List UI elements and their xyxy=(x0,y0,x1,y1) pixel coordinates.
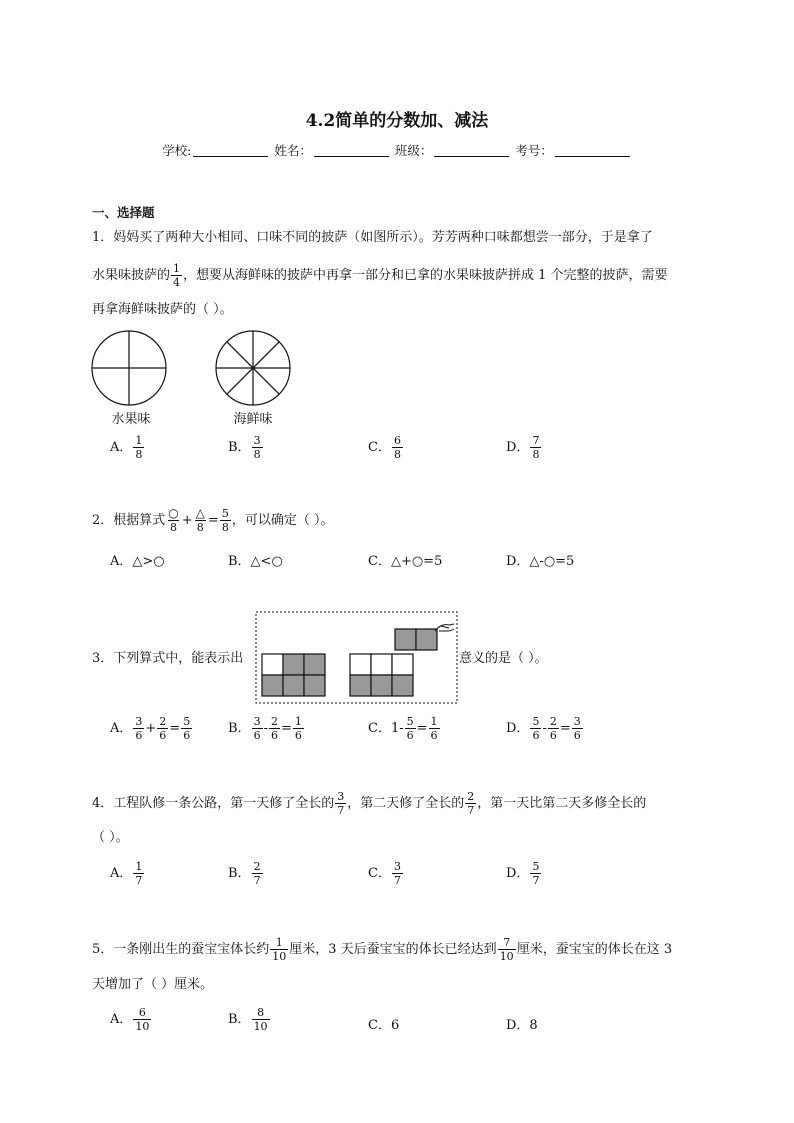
numerator: 2 xyxy=(467,790,475,803)
fraction xyxy=(465,790,476,817)
seafood-pizza-diagram xyxy=(210,329,300,409)
denominator: 10 xyxy=(499,950,514,963)
exam-no-blank[interactable] xyxy=(555,144,630,157)
fraction xyxy=(498,936,516,963)
equals-sign: = xyxy=(416,721,428,736)
option-letter: A． xyxy=(110,440,133,455)
student-info-line xyxy=(0,141,794,159)
operator: + xyxy=(145,721,157,736)
q2-line xyxy=(92,505,333,537)
option-letter: B． xyxy=(228,721,251,736)
denominator: 6 xyxy=(430,729,438,742)
fraction xyxy=(157,715,168,742)
circle-fraction xyxy=(166,507,180,534)
q4-option-c[interactable] xyxy=(368,860,404,887)
denominator: 8 xyxy=(532,448,540,461)
denominator: 6 xyxy=(270,729,278,742)
option-letter: C． xyxy=(368,440,391,455)
q4-option-d[interactable] xyxy=(506,860,542,887)
q2-option-c[interactable]: C．△+○=5 xyxy=(368,554,443,569)
denominator: 8 xyxy=(196,521,204,534)
denominator: 6 xyxy=(532,729,540,742)
name-label: 姓名： xyxy=(274,143,312,158)
denominator: 7 xyxy=(135,874,143,887)
q1-option-a[interactable] xyxy=(110,434,145,461)
operator: - xyxy=(542,721,547,736)
numerator: 7 xyxy=(503,936,511,949)
numerator: 2 xyxy=(159,715,167,728)
equals-sign: = xyxy=(207,513,219,528)
denominator: 7 xyxy=(467,804,475,817)
fruit-pizza-label: 水果味 xyxy=(111,412,151,427)
operator: - xyxy=(263,721,268,736)
exam-no-label: 考号： xyxy=(515,143,553,158)
q3-suffix: 意义的是（ ）。 xyxy=(459,651,548,666)
numerator: 1 xyxy=(173,262,181,275)
option-fraction xyxy=(133,434,144,461)
denominator: 8 xyxy=(221,521,229,534)
q5-option-d[interactable]: D．8 xyxy=(506,1018,538,1033)
numerator: 1 xyxy=(135,860,143,873)
fraction xyxy=(269,715,280,742)
q1-line3: 再拿海鲜味披萨的（ ）。 xyxy=(92,302,233,317)
option-fraction xyxy=(392,434,403,461)
q5-text-a: 5．一条刚出生的蚕宝宝体长约 xyxy=(92,942,270,957)
q1-line2-b: ，想要从海鲜味的披萨中再拿一部分和已拿的水果味披萨拼成 1 个完整的披萨，需要 xyxy=(183,268,668,283)
q5-option-b[interactable] xyxy=(228,1006,271,1033)
numerator: 5 xyxy=(406,715,414,728)
page-title: 4.2简单的分数加、减法 xyxy=(305,111,489,131)
denominator: 6 xyxy=(549,729,557,742)
q1-line2 xyxy=(92,262,668,289)
option-letter: B． xyxy=(228,1012,251,1027)
denominator: 10 xyxy=(135,1020,150,1033)
numerator: 1 xyxy=(294,715,302,728)
q4-option-a[interactable] xyxy=(110,860,145,887)
numerator: 5 xyxy=(532,860,540,873)
fraction xyxy=(548,715,559,742)
name-blank[interactable] xyxy=(314,144,389,157)
numerator: 1 xyxy=(135,434,143,447)
option-letter: C． xyxy=(368,721,391,736)
option-letter: D． xyxy=(506,721,530,736)
numerator: 1 xyxy=(430,715,438,728)
q1-line1: 1．妈妈买了两种大小相同、口味不同的披萨（如图所示）。芳芳两种口味都想尝一部分，于是拿了 xyxy=(92,230,653,245)
class-label: 班级： xyxy=(394,143,433,158)
numerator: 8 xyxy=(257,1006,265,1019)
denominator: 8 xyxy=(253,448,261,461)
q5-option-a[interactable] xyxy=(110,1006,152,1033)
denominator: 8 xyxy=(393,448,401,461)
fraction xyxy=(181,715,192,742)
option-letter: A． xyxy=(110,721,133,736)
numerator: 3 xyxy=(337,790,345,803)
fraction xyxy=(335,790,346,817)
q4-text-a: 4．工程队修一条公路，第一天修了全长的 xyxy=(92,796,335,811)
numerator: 6 xyxy=(138,1006,146,1019)
option-fraction xyxy=(252,860,263,887)
numerator: 5 xyxy=(183,715,191,728)
q4-option-b[interactable] xyxy=(228,860,264,887)
equals-sign: = xyxy=(169,721,181,736)
q1-line2-a: 水果味披萨的 xyxy=(92,268,171,283)
plus-sign: + xyxy=(181,513,193,528)
option-fraction xyxy=(133,1006,151,1033)
fraction xyxy=(429,715,440,742)
fruit-pizza-diagram xyxy=(88,329,178,409)
fraction xyxy=(405,715,416,742)
q3-option-c[interactable] xyxy=(368,715,441,742)
option-letter: A． xyxy=(110,1012,133,1027)
q3-prefix: 3．下列算式中，能表示出 xyxy=(92,651,244,666)
q1-fraction xyxy=(171,262,182,289)
numerator: 7 xyxy=(532,434,540,447)
q3-option-a[interactable] xyxy=(110,715,193,742)
seafood-pizza-label: 海鲜味 xyxy=(233,412,273,427)
option-fraction xyxy=(133,860,144,887)
q3-grid-diagram xyxy=(255,611,460,705)
numerator: 5 xyxy=(221,507,229,520)
numerator: 3 xyxy=(135,715,143,728)
denominator: 7 xyxy=(532,874,540,887)
leading-term: 1- xyxy=(390,721,404,736)
numerator: 2 xyxy=(549,715,557,728)
circle-icon: ○ xyxy=(168,506,179,520)
numerator: 6 xyxy=(393,434,401,447)
q4-line1 xyxy=(92,790,646,818)
q4-text-c: ，第一天比第二天多修全长的 xyxy=(477,796,647,811)
triangle-icon: △ xyxy=(195,506,205,520)
equals-sign: = xyxy=(280,721,292,736)
numerator: 3 xyxy=(253,715,261,728)
denominator: 6 xyxy=(573,729,581,742)
option-fraction xyxy=(392,860,403,887)
denominator: 6 xyxy=(253,729,261,742)
option-letter: A． xyxy=(110,866,133,881)
numerator: 3 xyxy=(573,715,581,728)
denominator: 7 xyxy=(337,804,345,817)
numerator: 3 xyxy=(253,434,261,447)
triangle-fraction xyxy=(194,507,207,534)
option-fraction xyxy=(252,1006,270,1033)
hand-icon xyxy=(435,624,454,631)
q5-option-c[interactable]: C．6 xyxy=(368,1018,400,1033)
fraction xyxy=(530,715,541,742)
q4-line2: （ ）。 xyxy=(92,830,129,845)
denominator: 7 xyxy=(393,874,401,887)
option-fraction xyxy=(530,434,541,461)
q5-line1 xyxy=(92,936,672,964)
option-fraction xyxy=(252,434,263,461)
q1-option-d[interactable] xyxy=(506,434,542,461)
denominator: 4 xyxy=(173,276,181,289)
q1-option-c[interactable] xyxy=(368,434,404,461)
section-heading: 一、选择题 xyxy=(92,205,155,220)
result-fraction xyxy=(220,507,231,534)
q1-option-b[interactable] xyxy=(228,434,264,461)
q3-option-d[interactable] xyxy=(506,715,584,742)
class-blank[interactable] xyxy=(434,144,509,157)
fraction xyxy=(572,715,583,742)
denominator: 6 xyxy=(159,729,167,742)
option-fraction xyxy=(530,860,541,887)
q2-suffix: ，可以确定（ ）。 xyxy=(231,513,334,528)
fraction xyxy=(252,715,263,742)
q4-text-b: ，第二天修了全长的 xyxy=(347,796,465,811)
q2-option-d[interactable]: D．△-○=5 xyxy=(506,554,575,569)
numerator: 2 xyxy=(253,860,261,873)
school-blank[interactable] xyxy=(193,144,268,157)
denominator: 6 xyxy=(294,729,302,742)
fraction xyxy=(133,715,144,742)
denominator: 8 xyxy=(170,521,178,534)
q5-line2: 天增加了（ ）厘米。 xyxy=(92,977,214,992)
denominator: 10 xyxy=(253,1020,268,1033)
equals-sign: = xyxy=(559,721,571,736)
numerator: 1 xyxy=(275,936,283,949)
option-letter: D． xyxy=(506,440,530,455)
denominator: 6 xyxy=(406,729,414,742)
denominator: 7 xyxy=(253,874,261,887)
q5-text-b: 厘米，3 天后蚕宝宝的体长已经达到 xyxy=(289,942,497,957)
q2-prefix: 2．根据算式 xyxy=(92,513,166,528)
option-letter: C． xyxy=(368,866,391,881)
denominator: 10 xyxy=(272,950,287,963)
option-letter: B． xyxy=(228,440,251,455)
numerator: 5 xyxy=(532,715,540,728)
numerator: 2 xyxy=(270,715,278,728)
fraction xyxy=(270,936,288,963)
q2-option-a[interactable]: A．△>○ xyxy=(110,554,165,569)
fraction xyxy=(293,715,304,742)
q3-option-b[interactable] xyxy=(228,715,305,742)
school-label: 学校: xyxy=(162,143,192,158)
option-letter: B． xyxy=(228,866,251,881)
denominator: 6 xyxy=(183,729,191,742)
numerator: 3 xyxy=(393,860,401,873)
option-letter: D． xyxy=(506,866,530,881)
q5-text-c: 厘米，蚕宝宝的体长在这 3 xyxy=(516,942,673,957)
denominator: 8 xyxy=(135,448,143,461)
q2-option-b[interactable]: B．△<○ xyxy=(228,554,283,569)
denominator: 6 xyxy=(135,729,143,742)
